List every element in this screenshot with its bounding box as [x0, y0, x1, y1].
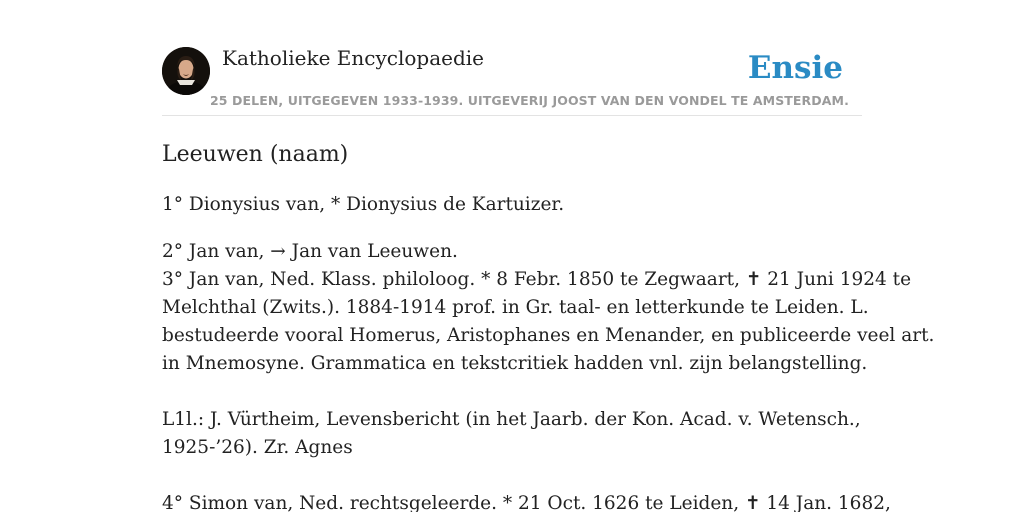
header: [162, 44, 862, 116]
literature-line: L1l.: J. Vürtheim, Levensbericht (in het Jaarb. der Kon. Acad. v. Wetensch.,: [162, 409, 861, 430]
spacer: [162, 462, 864, 490]
avatar[interactable]: [162, 47, 210, 95]
article-title: Leeuwen (naam): [162, 142, 349, 167]
literature-line: 1925-’26). Zr. Agnes: [162, 437, 353, 458]
site-tagline: 25 DELEN, UITGEGEVEN 1933-1939. UITGEVERIJ JOOST VAN DEN VONDEL TE AMSTERDAM.: [210, 93, 849, 108]
portrait-icon: [162, 47, 210, 95]
site-title[interactable]: Katholieke Encyclopaedie: [222, 46, 484, 70]
entry-1: 1° Dionysius van, * Dionysius de Kartuizer.: [162, 194, 565, 215]
brand-logo-link[interactable]: Ensie: [747, 50, 843, 86]
entry-3-line: bestudeerde vooral Homerus, Aristophanes en Menander, en publiceerde veel art.: [162, 325, 935, 346]
entry-3-line: 3° Jan van, Ned. Klass. philoloog. * 8 Febr. 1850 te Zegwaart, ✝ 21 Juni 1924 te: [162, 269, 912, 290]
entry-3-line: in Mnemosyne. Grammatica en tekstcritiek hadden vnl. zijn belangstelling.: [162, 353, 868, 374]
article: [162, 138, 935, 512]
entry-3-line: Melchthal (Zwits.). 1884-1914 prof. in Gr. taal- en letterkunde te Leiden. L.: [162, 297, 869, 318]
entry-4: 4° Simon van, Ned. rechtsgeleerde. * 21 Oct. 1626 te Leiden, ✝ 14 Jan. 1682,: [162, 493, 891, 512]
spacer: [162, 378, 864, 406]
entry-2: 2° Jan van, → Jan van Leeuwen.: [162, 241, 458, 262]
entry-block: [162, 238, 935, 512]
